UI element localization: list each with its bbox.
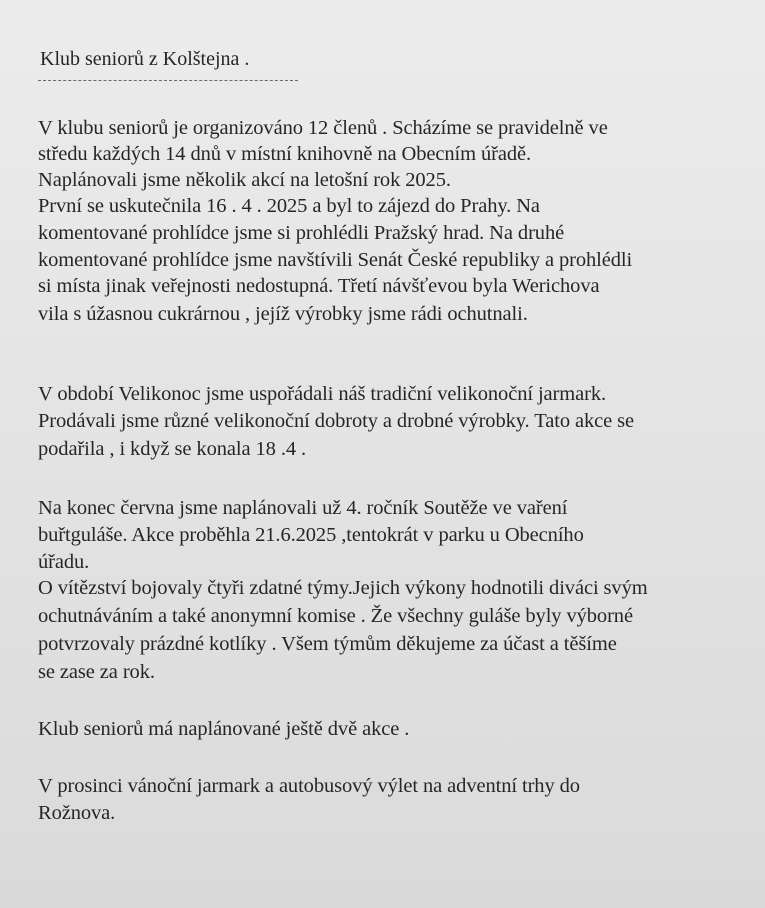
text-line: si místa jinak veřejnosti nedostupná. Třetí návšťevou byla Werichova — [38, 275, 600, 297]
text-line: středu každých 14 dnů v místní knihovně na Obecním úřadě. — [38, 143, 532, 165]
text-line: komentované prohlídce jsme si prohlédli Pražský hrad. Na druhé — [38, 222, 565, 244]
text-line: Rožnova. — [38, 802, 116, 824]
text-line: úřadu. — [38, 551, 90, 573]
text-line: vila s úžasnou cukrárnou , jejíž výrobky jsme rádi ochutnali. — [38, 303, 528, 325]
title-underline — [38, 80, 298, 81]
text-line: Naplánovali jsme několik akcí na letošní rok 2025. — [38, 169, 451, 191]
text-line: podařila , i když se konala 18 .4 . — [38, 438, 307, 460]
text-line: V klubu seniorů je organizováno 12 členů . Scházíme se pravidelně ve — [38, 117, 608, 139]
text-line: O vítězství bojovaly čtyři zdatné týmy.Jejich výkony hodnotili diváci svým — [38, 577, 648, 599]
text-line: V období Velikonoc jsme uspořádali náš tradiční velikonoční jarmark. — [38, 383, 607, 405]
text-line: se zase za rok. — [38, 661, 155, 683]
text-line: Prodávali jsme různé velikonoční dobroty a drobné výrobky. Tato akce se — [38, 410, 635, 432]
text-line: První se uskutečnila 16 . 4 . 2025 a byl to zájezd do Prahy. Na — [38, 195, 540, 217]
text-line: Klub seniorů má naplánované ještě dvě akce . — [38, 718, 410, 740]
text-line: V prosinci vánoční jarmark a autobusový výlet na adventní trhy do — [38, 775, 580, 797]
text-line: potvrzovaly prázdné kotlíky . Všem týmům děkujeme za účast a těšíme — [38, 633, 617, 655]
text-line: Na konec června jsme naplánovali už 4. ročník Soutěže ve vaření — [38, 497, 568, 519]
text-line: komentované prohlídce jsme navštívili Senát České republiky a prohlédli — [38, 249, 633, 271]
document-title: Klub seniorů z Kolštejna . — [40, 48, 250, 70]
text-line: buřtguláše. Akce proběhla 21.6.2025 ,tentokrát v parku u Obecního — [38, 524, 584, 546]
text-line: ochutnáváním a také anonymní komise . Že všechny guláše byly výborné — [38, 605, 633, 627]
